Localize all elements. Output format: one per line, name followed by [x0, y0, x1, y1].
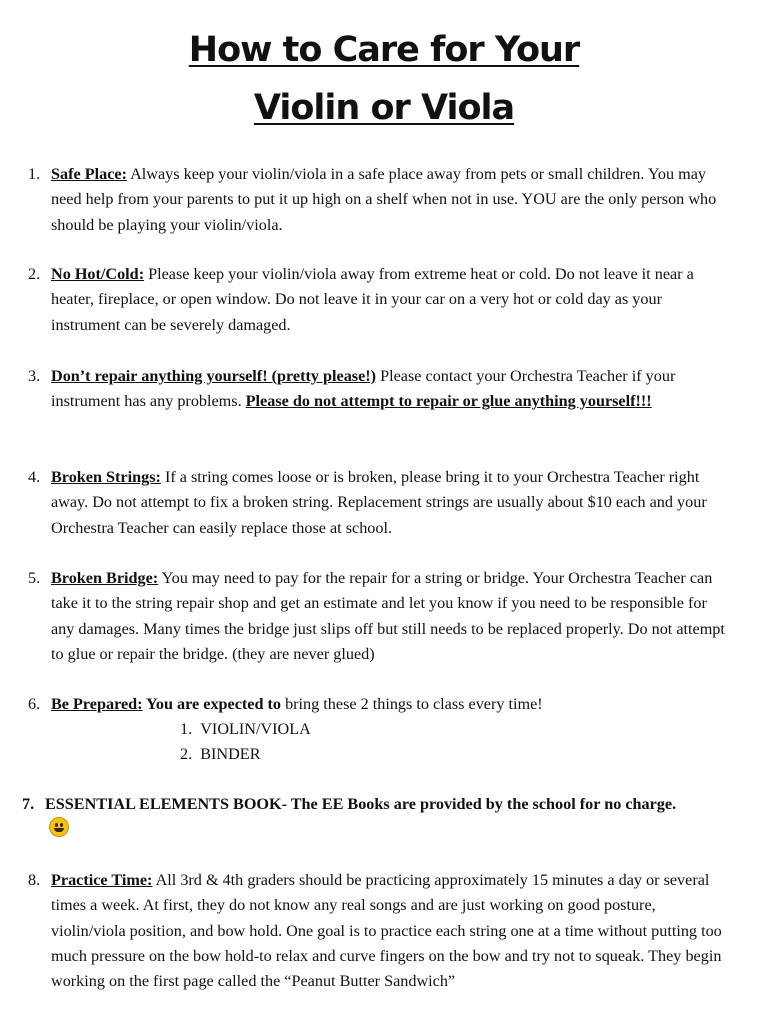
list-item-dont-repair	[28, 364, 731, 415]
item-number: 3.	[28, 367, 41, 385]
item-heading: Broken Strings:	[51, 468, 161, 486]
item-heading: Safe Place:	[51, 165, 127, 183]
item-number: 4.	[28, 468, 41, 486]
list-item-no-hot-cold	[28, 262, 731, 338]
sublist-item-violin-viola	[180, 717, 311, 742]
item-number: 2.	[28, 265, 41, 283]
item-text: ESSENTIAL ELEMENTS BOOK- The EE Books are provided by the school for no charge.	[45, 795, 677, 813]
item-heading: Broken Bridge:	[51, 569, 159, 587]
page-title-line-2: Violin or Viola	[253, 88, 515, 128]
list-item-broken-bridge	[28, 566, 731, 667]
sublist-number: 2.	[180, 745, 193, 763]
sublist-number: 1.	[180, 720, 193, 738]
sublist-text: VIOLIN/VIOLA	[200, 720, 311, 738]
item-emphasis: Please do not attempt to repair or glue anything yourself!!!	[245, 392, 652, 411]
item-text: All 3rd & 4th graders should be practicing approximately 15 minutes a day or several times a week. At first, they do not know any real songs and are just working on good posture, violin/viola position, and bow hold. One goal is to practice each string one at a time without putting too much pressure on the bow hold-to relax and curve fingers on the bow and try not to squeak. They begin working on the first page called the “Peanut Butter Sandwich”	[51, 871, 722, 991]
item-text: Always keep your violin/viola in a safe place away from pets or small children. You may need help from your parents to put it up high on a shelf when not in use. YOU are the only person who should be playing your violin/viola.	[51, 165, 717, 234]
item-text: Please keep your violin/viola away from extreme heat or cold. Do not leave it near a heater, fireplace, or open window. Do not leave it in your car on a very hot or cold day as your instrument can be severely damaged.	[51, 265, 694, 334]
item-heading: Don’t repair anything yourself! (pretty please!)	[51, 367, 377, 385]
page-title-line-1: How to Care for Your	[188, 30, 580, 70]
list-item-broken-strings	[28, 465, 731, 541]
item-text: You may need to pay for the repair for a string or bridge. Your Orchestra Teacher can take it to the string repair shop and get an estimate and let you know if you need to be responsible for any damages. Many times the bridge just slips off but still needs to be replaced properly. Do not attempt to glue or repair the bridge. (they are never glued)	[51, 569, 725, 663]
item-heading: No Hot/Cold:	[51, 265, 145, 283]
list-item-practice-time	[28, 868, 731, 994]
list-item-essential-elements	[22, 792, 695, 843]
item-text: If a string comes loose or is broken, please bring it to your Orchestra Teacher right away. Do not attempt to fix a broken string. Replacement strings are usually about $10 each and your Orchestra Teacher can easily replace those at school.	[51, 468, 707, 537]
item-number: 7.	[22, 795, 35, 813]
item-heading: Be Prepared:	[51, 695, 143, 713]
item-number: 8.	[28, 871, 41, 889]
sublist-text: BINDER	[200, 745, 261, 763]
item-text: Please contact your Orchestra Teacher if your instrument has any problems.	[51, 367, 676, 411]
item-text: bring these 2 things to class every time!	[281, 695, 543, 713]
item-number: 5.	[28, 569, 41, 587]
sublist-item-binder	[180, 742, 261, 767]
item-bold-text: You are expected to	[142, 695, 282, 713]
item-number: 6.	[28, 695, 41, 713]
item-number: 1.	[28, 165, 41, 183]
list-item-be-prepared	[28, 692, 731, 717]
smiley-icon	[49, 817, 69, 837]
list-item-safe-place	[28, 162, 731, 238]
item-heading: Practice Time:	[51, 871, 153, 889]
